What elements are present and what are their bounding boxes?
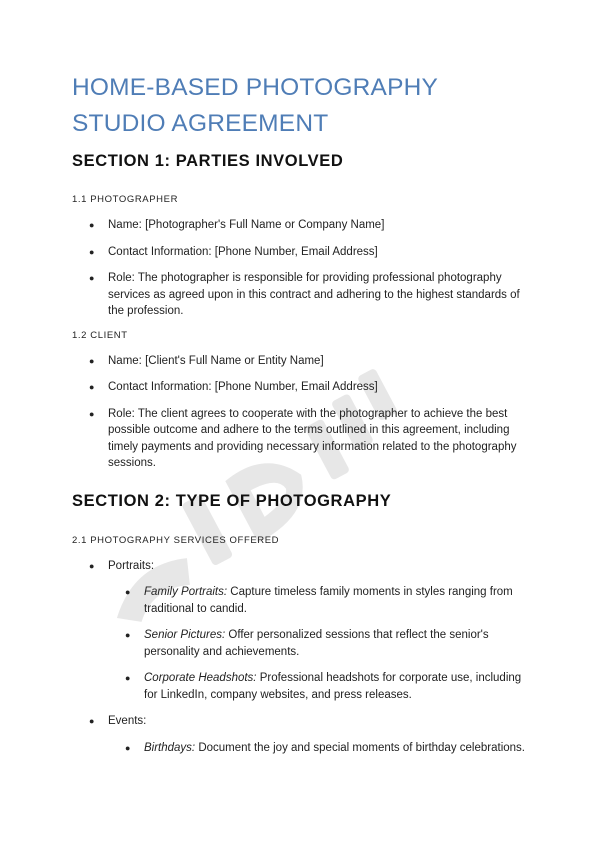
- section-1-heading: SECTION 1: PARTIES INVOLVED: [72, 152, 344, 170]
- bullet-icon: ●: [89, 220, 95, 230]
- section-2-heading: SECTION 2: TYPE OF PHOTOGRAPHY: [72, 491, 392, 510]
- document-page: [72, 70, 532, 766]
- list-item: ● Contact Information: [Phone Number, Email Address]: [108, 379, 532, 396]
- list-item: ● Contact Information: [Phone Number, Email Address]: [108, 244, 532, 261]
- list-item-events: ● Events: ● Birthdays: Document the joy and special moments of birthday celebrations.: [108, 713, 532, 756]
- bullet-icon: ●: [125, 630, 131, 640]
- bullet-icon: ●: [89, 716, 95, 726]
- services-list: [72, 558, 532, 757]
- list-item: ● Birthdays: Document the joy and special moments of birthday celebrations.: [144, 740, 532, 757]
- subsection-1-2-heading: 1.2 CLIENT: [72, 329, 128, 341]
- client-list: [72, 353, 532, 472]
- bullet-icon: ●: [89, 560, 95, 571]
- bullet-icon: ●: [89, 273, 95, 283]
- subsection-2-1-heading: 2.1 PHOTOGRAPHY SERVICES OFFERED: [72, 534, 280, 546]
- bullet-icon: ●: [89, 382, 95, 392]
- portraits-sublist: [108, 584, 532, 703]
- list-item: ● Name: [Client's Full Name or Entity Name]: [108, 353, 532, 370]
- list-item: ● Family Portraits: Capture timeless family moments in styles ranging from traditional to candid.: [125, 586, 513, 615]
- bullet-icon: ●: [125, 673, 131, 683]
- list-item-portraits: ● Portraits: ● Family Portraits: Capture timeless family moments in styles ranging from traditional to candid. ● Senior Pictures: Offer personalized sessions that reflect the senior's personality and achievements. ● Corporate Headshots: Professional headshots for corporate use, including for LinkedIn, company websites, and press releases.: [108, 558, 532, 704]
- list-item: ● Senior Pictures: Offer personalized sessions that reflect the senior's personality and achievements.: [125, 629, 489, 658]
- bullet-icon: ●: [89, 355, 95, 366]
- bullet-icon: ●: [89, 246, 95, 257]
- bullet-icon: ●: [125, 587, 131, 597]
- events-sublist: [108, 740, 532, 757]
- bullet-icon: ●: [89, 408, 95, 419]
- bullet-icon: ●: [125, 742, 131, 753]
- document-title: HOME-BASED PHOTOGRAPHY STUDIO AGREEMENT: [72, 74, 438, 137]
- list-item: ● Role: The client agrees to cooperate with the photographer to achieve the best possible outcome and adhere to the terms outlined in this agreement, including timely payments and providing necessary information related to the photography sessions.: [89, 407, 517, 469]
- list-item: ● Corporate Headshots: Professional headshots for corporate use, including for LinkedIn, company websites, and press releases.: [125, 672, 522, 701]
- photographer-list: [72, 217, 532, 320]
- list-item: ● Role: The photographer is responsible for providing professional photography services as agreed upon in this contract and adhering to the highest standards of the profession.: [89, 272, 520, 317]
- subsection-1-1-heading: 1.1 PHOTOGRAPHER: [72, 194, 179, 205]
- list-item: ● Name: [Photographer's Full Name or Company Name]: [108, 217, 532, 234]
